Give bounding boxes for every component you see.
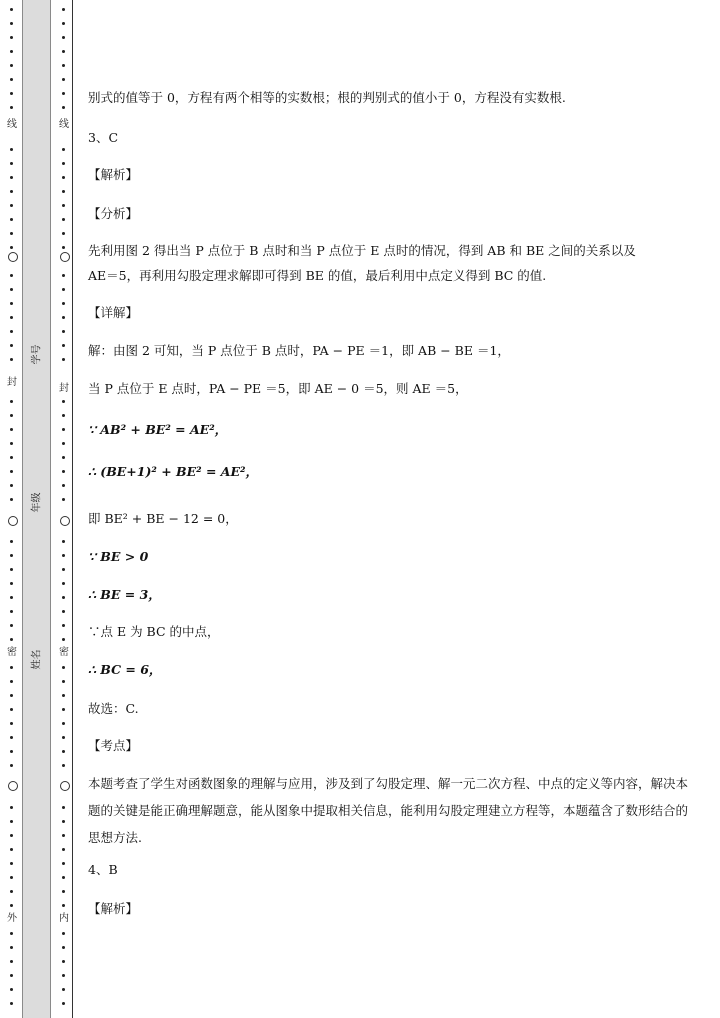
binding-dot bbox=[62, 484, 65, 487]
outer-dot-column bbox=[9, 0, 17, 1018]
binding-dot bbox=[10, 848, 13, 851]
q3-step2: 当 P 点位于 E 点时，PA − PE ＝5，即 AE − 0 ＝5，则 AE ＝5， bbox=[88, 381, 468, 396]
binding-dot bbox=[62, 302, 65, 305]
binding-dot bbox=[10, 22, 13, 25]
binding-dot bbox=[62, 610, 65, 613]
q3-step1: 解：由图 2 可知，当 P 点位于 B 点时，PA − PE ＝1，即 AB − BE ＝1， bbox=[88, 343, 510, 358]
q3-step3-equation: ∵ AB² + BE² = AE²， bbox=[88, 422, 228, 437]
binding-dot bbox=[62, 890, 65, 893]
binding-dot bbox=[10, 400, 13, 403]
field-xuehao: 学号 bbox=[31, 344, 43, 365]
binding-dot bbox=[10, 862, 13, 865]
binding-dot bbox=[10, 610, 13, 613]
binding-dot bbox=[10, 78, 13, 81]
binding-dot bbox=[62, 442, 65, 445]
binding-dot bbox=[10, 358, 13, 361]
q3-analysis-line2: AE＝5，再利用勾股定理求解即可得到 BE 的值，最后利用中点定义得到 BC 的值. bbox=[88, 268, 547, 283]
binding-dot bbox=[10, 904, 13, 907]
binding-dot bbox=[10, 876, 13, 879]
binding-dot bbox=[62, 904, 65, 907]
binding-dot bbox=[10, 218, 13, 221]
binding-dot bbox=[10, 148, 13, 151]
binding-dot bbox=[10, 316, 13, 319]
binding-dot bbox=[10, 596, 13, 599]
binding-dot bbox=[62, 960, 65, 963]
binding-dot bbox=[10, 274, 13, 277]
q3-analysis-line1: 先利用图 2 得出当 P 点位于 B 点时和当 P 点位于 E 点时的情况，得到 AB 和 BE 之间的关系以及 bbox=[88, 243, 636, 258]
binding-dot bbox=[62, 232, 65, 235]
binding-dot bbox=[10, 288, 13, 291]
binding-dot bbox=[62, 862, 65, 865]
q3-step4-equation: ∴ (BE+1)² + BE² = AE²， bbox=[88, 464, 258, 479]
binding-dot bbox=[62, 162, 65, 165]
binding-dot bbox=[10, 806, 13, 809]
binding-dot bbox=[10, 36, 13, 39]
binding-dot bbox=[62, 974, 65, 977]
binding-dot bbox=[62, 736, 65, 739]
binding-dot bbox=[62, 176, 65, 179]
q3-step5-equation: 即 BE² + BE − 12 = 0， bbox=[88, 511, 238, 526]
binding-dot bbox=[10, 540, 13, 543]
binding-dot bbox=[62, 638, 65, 641]
field-xingming: 姓名 bbox=[31, 649, 43, 670]
binding-dot bbox=[62, 540, 65, 543]
q3-header: 3、C bbox=[88, 130, 119, 145]
binding-dot bbox=[62, 456, 65, 459]
paragraph-discriminant: 别式的值等于 0，方程有两个相等的实数根；根的判别式的值小于 0，方程没有实数根. bbox=[88, 90, 566, 105]
binding-dot bbox=[62, 470, 65, 473]
margin-divider-line bbox=[72, 0, 73, 1018]
binding-dot bbox=[62, 50, 65, 53]
binding-dot bbox=[10, 246, 13, 249]
binding-dot bbox=[62, 148, 65, 151]
inner-label-mi: 密 bbox=[59, 647, 69, 658]
binding-dot bbox=[62, 218, 65, 221]
binding-dot bbox=[10, 428, 13, 431]
inner-label-feng: 封 bbox=[59, 383, 69, 394]
binding-dot bbox=[62, 624, 65, 627]
outer-label-mi: 密 bbox=[7, 647, 17, 658]
binding-dot bbox=[62, 36, 65, 39]
inner-circle bbox=[60, 516, 70, 526]
binding-dot bbox=[62, 988, 65, 991]
outer-circle bbox=[8, 252, 18, 262]
binding-dot bbox=[10, 162, 13, 165]
field-nianji: 年级 bbox=[31, 492, 43, 513]
binding-dot bbox=[10, 190, 13, 193]
q3-step8: ∵点 E 为 BC 的中点， bbox=[88, 624, 220, 639]
binding-dot bbox=[62, 246, 65, 249]
binding-dot bbox=[10, 92, 13, 95]
binding-dot bbox=[10, 932, 13, 935]
binding-dot bbox=[10, 50, 13, 53]
binding-dot bbox=[62, 78, 65, 81]
binding-dot bbox=[10, 960, 13, 963]
binding-dot bbox=[62, 204, 65, 207]
q3-kaodian-text: 本题考查了学生对函数图象的理解与应用，涉及到了勾股定理、解一元二次方程、中点的定义等内容，解决本题的关键是能正确理解题意，能从图象中提取相关信息，能利用勾股定理建立方程等，本题蕴含了数形结合的思想方法. bbox=[88, 776, 689, 845]
binding-dot bbox=[62, 806, 65, 809]
binding-dot bbox=[62, 764, 65, 767]
binding-dot bbox=[62, 428, 65, 431]
binding-dot bbox=[10, 582, 13, 585]
binding-dot bbox=[62, 596, 65, 599]
binding-dot bbox=[62, 344, 65, 347]
binding-dot bbox=[62, 722, 65, 725]
binding-dot bbox=[62, 400, 65, 403]
binding-dot bbox=[10, 708, 13, 711]
outer-circle bbox=[8, 516, 18, 526]
binding-dot bbox=[62, 554, 65, 557]
binding-dot bbox=[62, 316, 65, 319]
q3-fenxi-heading: 【分析】 bbox=[88, 206, 139, 221]
binding-dot bbox=[10, 470, 13, 473]
binding-dot bbox=[10, 974, 13, 977]
binding-dot bbox=[62, 330, 65, 333]
outer-circle bbox=[8, 781, 18, 791]
q3-answer: 故选：C. bbox=[88, 701, 139, 716]
binding-dot bbox=[62, 274, 65, 277]
binding-dot bbox=[10, 484, 13, 487]
binding-dot bbox=[10, 456, 13, 459]
binding-dot bbox=[10, 176, 13, 179]
binding-dot bbox=[62, 498, 65, 501]
inner-circle bbox=[60, 252, 70, 262]
binding-dot bbox=[10, 106, 13, 109]
binding-dot bbox=[62, 848, 65, 851]
binding-dot bbox=[10, 64, 13, 67]
binding-dot bbox=[62, 876, 65, 879]
binding-dot bbox=[62, 820, 65, 823]
q3-step7: ∴ BE = 3， bbox=[88, 587, 161, 602]
binding-dot bbox=[10, 624, 13, 627]
binding-dot bbox=[10, 820, 13, 823]
binding-dot bbox=[62, 680, 65, 683]
q3-step9: ∴ BC = 6， bbox=[88, 662, 162, 677]
binding-dot bbox=[62, 106, 65, 109]
outer-label-xian: 线 bbox=[7, 119, 17, 130]
binding-dot bbox=[62, 582, 65, 585]
binding-dot bbox=[62, 64, 65, 67]
inner-circle bbox=[60, 781, 70, 791]
binding-dot bbox=[62, 834, 65, 837]
binding-dot bbox=[62, 190, 65, 193]
binding-dot bbox=[10, 666, 13, 669]
binding-dot bbox=[62, 22, 65, 25]
binding-dot bbox=[62, 92, 65, 95]
binding-dot bbox=[10, 1002, 13, 1005]
binding-dot bbox=[10, 988, 13, 991]
q3-jiexi-heading: 【解析】 bbox=[88, 167, 139, 182]
binding-dot bbox=[62, 414, 65, 417]
binding-dot bbox=[10, 568, 13, 571]
binding-dot bbox=[10, 694, 13, 697]
binding-dot bbox=[10, 834, 13, 837]
binding-dot bbox=[10, 414, 13, 417]
q3-step6: ∵ BE > 0 bbox=[88, 549, 149, 564]
binding-dot bbox=[10, 330, 13, 333]
binding-dot bbox=[10, 722, 13, 725]
binding-dot bbox=[62, 708, 65, 711]
binding-dot bbox=[62, 750, 65, 753]
binding-dot bbox=[62, 694, 65, 697]
q3-xiangjie-heading: 【详解】 bbox=[88, 305, 139, 320]
binding-dot bbox=[10, 204, 13, 207]
binding-dot bbox=[10, 750, 13, 753]
binding-dot bbox=[62, 8, 65, 11]
binding-dot bbox=[10, 554, 13, 557]
binding-dot bbox=[10, 442, 13, 445]
outer-label-feng: 封 bbox=[7, 377, 17, 388]
binding-dot bbox=[62, 568, 65, 571]
binding-dot bbox=[10, 8, 13, 11]
binding-dot bbox=[10, 302, 13, 305]
binding-dot bbox=[62, 946, 65, 949]
inner-dot-column bbox=[61, 0, 69, 1018]
outer-label-wai: 外 bbox=[7, 913, 17, 924]
binding-dot bbox=[10, 232, 13, 235]
binding-dot bbox=[62, 358, 65, 361]
binding-dot bbox=[62, 288, 65, 291]
q4-header: 4、B bbox=[88, 862, 118, 877]
binding-dot bbox=[10, 638, 13, 641]
inner-label-xian: 线 bbox=[59, 119, 69, 130]
binding-dot bbox=[10, 680, 13, 683]
binding-dot bbox=[10, 890, 13, 893]
binding-dot bbox=[62, 666, 65, 669]
q4-jiexi-heading: 【解析】 bbox=[88, 901, 139, 916]
q3-kaodian-heading: 【考点】 bbox=[88, 738, 139, 753]
binding-dot bbox=[10, 344, 13, 347]
inner-label-nei: 内 bbox=[59, 913, 69, 924]
binding-dot bbox=[10, 736, 13, 739]
binding-dot bbox=[10, 764, 13, 767]
binding-dot bbox=[10, 498, 13, 501]
binding-dot bbox=[62, 932, 65, 935]
binding-dot bbox=[10, 946, 13, 949]
binding-dot bbox=[62, 1002, 65, 1005]
